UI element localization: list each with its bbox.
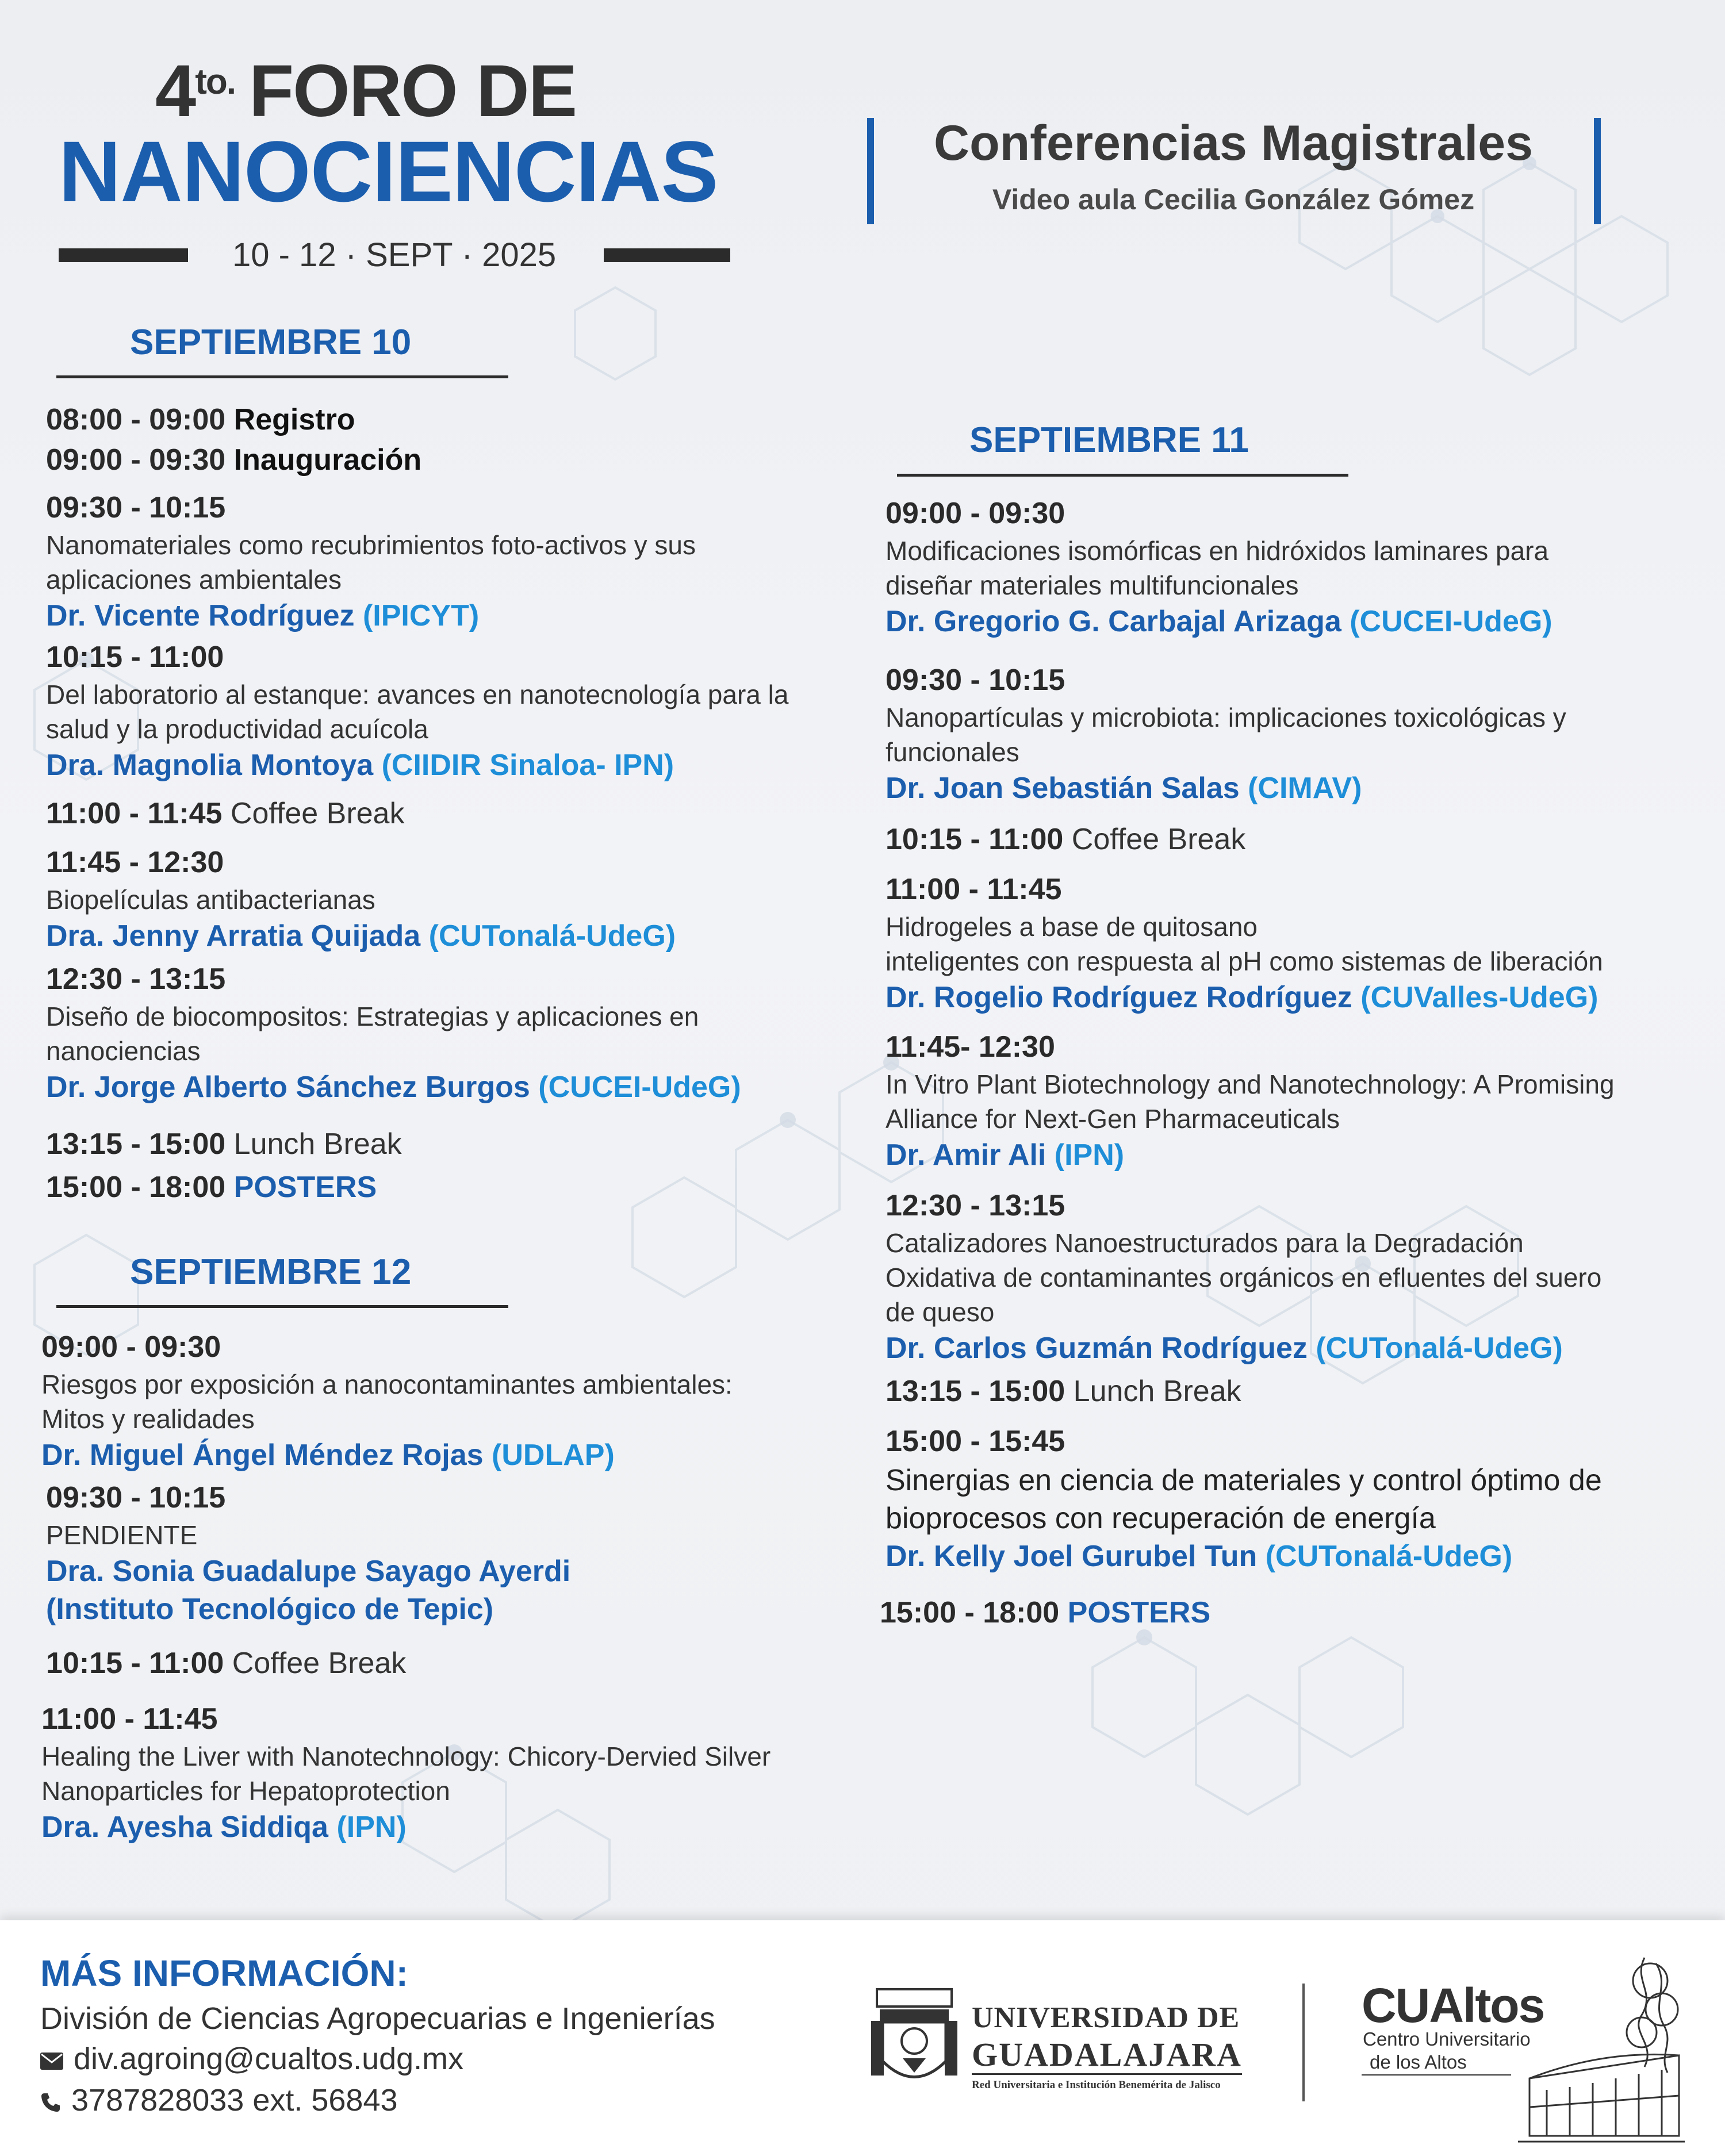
schedule-item [46, 488, 696, 635]
schedule-item [885, 819, 1245, 860]
schedule-time: 12:30 - 13:15 [46, 962, 226, 996]
contact-phone-row[interactable] [40, 2082, 398, 2118]
schedule-item [46, 1124, 402, 1164]
talk-title: Hidrogeles a base de quitosano inteligentes con respuesta al pH como sistemas de liberación [885, 912, 1603, 976]
schedule-time: 09:00 - 09:30 Inauguración [46, 443, 422, 477]
schedule-item [46, 637, 788, 784]
udg-name-line2: GUADALAJARA [972, 2036, 1242, 2073]
schedule-time: 13:15 - 15:00 Lunch Break [885, 1375, 1241, 1408]
schedule-time: 11:00 - 11:45 [885, 873, 1062, 906]
schedule-time: 11:45 - 12:30 [46, 846, 224, 879]
day-heading-sept-12: SEPTIEMBRE 12 [130, 1252, 412, 1292]
day-rule-sept-12 [56, 1305, 508, 1308]
event-title-nanociencias: NANOCIENCIAS [59, 123, 718, 220]
day-rule-sept-10 [56, 375, 508, 378]
conference-venue: Video aula Cecilia González Gómez [992, 183, 1475, 216]
speaker: Dra. Magnolia Montoya (CIIDIR Sinaloa- IPN) [46, 749, 674, 782]
schedule-item [46, 793, 404, 834]
phone-icon [40, 2092, 61, 2113]
talk-title: Sinergias en ciencia de materiales y control óptimo de bioprocesos con recuperación de energía [885, 1464, 1602, 1535]
speaker: Dra. Jenny Arratia Quijada (CUTonalá-UdeG) [46, 919, 676, 953]
schedule-time: 11:00 - 11:45 Coffee Break [46, 797, 405, 830]
cualtos-building-illustration [1518, 1946, 1685, 2147]
speaker: Dr. Amir Ali (IPN) [885, 1138, 1125, 1172]
schedule-time: 11:00 - 11:45 [41, 1702, 218, 1736]
schedule-item [885, 1186, 1601, 1367]
schedule-item [46, 400, 355, 440]
cualtos-subtitle-2: de los Altos [1370, 2051, 1467, 2073]
talk-title: Catalizadores Nanoestructurados para la Degradación Oxidativa de contaminantes orgánicos en efluentes del suero de queso [885, 1228, 1602, 1327]
talk-title: Modificaciones isomórficas en hidróxidos laminares para diseñar materiales multifuncionales [885, 536, 1549, 600]
speaker: Dr. Carlos Guzmán Rodríguez (CUTonalá-UdeG) [885, 1332, 1563, 1365]
schedule-time: 10:15 - 11:00 Coffee Break [885, 823, 1246, 856]
talk-title: Nanopartículas y microbiota: implicaciones toxicológicas y funcionales [885, 703, 1566, 767]
title-bar-left [59, 248, 188, 262]
event-ordinal-suffix: to. [195, 62, 235, 102]
udg-seal-logo [871, 1986, 957, 2096]
event-title-foro: FORO DE [248, 50, 577, 132]
schedule-item [885, 493, 1552, 640]
speaker: Dr. Jorge Alberto Sánchez Burgos (CUCEI-UdeG) [46, 1071, 741, 1104]
day-heading-sept-11: SEPTIEMBRE 11 [969, 420, 1249, 460]
speaker: Dr. Miguel Ángel Méndez Rojas (UDLAP) [41, 1438, 615, 1472]
schedule-time: 15:00 - 18:00 POSTERS [880, 1596, 1211, 1629]
event-ordinal: 4 [155, 50, 195, 132]
talk-title: Nanomateriales como recubrimientos foto-activos y sus aplicaciones ambientales [46, 530, 696, 594]
schedule-item [46, 1167, 377, 1207]
conference-title: Conferencias Magistrales [934, 116, 1533, 171]
schedule-time: 09:00 - 09:30 [885, 497, 1065, 530]
schedule-time: 13:15 - 15:00 Lunch Break [46, 1127, 402, 1161]
schedule-time: 09:00 - 09:30 [41, 1330, 221, 1364]
schedule-time: 10:15 - 11:00 [46, 640, 224, 674]
more-info-heading: MÁS INFORMACIÓN: [40, 1952, 408, 1994]
talk-title: PENDIENTE [46, 1520, 198, 1550]
schedule-item [885, 1371, 1241, 1411]
schedule-time: 10:15 - 11:00 Coffee Break [46, 1647, 407, 1680]
schedule-item [46, 440, 421, 480]
day-heading-sept-10: SEPTIEMBRE 10 [130, 323, 412, 362]
day-rule-sept-11 [897, 474, 1348, 477]
cualtos-subtitle-1: Centro Universitario [1363, 2028, 1531, 2050]
schedule-time: 15:00 - 18:00 POSTERS [46, 1171, 377, 1204]
schedule-item [880, 1593, 1210, 1633]
speaker: Dr. Gregorio G. Carbajal Arizaga (CUCEI-UdeG) [885, 605, 1552, 638]
udg-tagline: Red Universitaria e Institución Benemérita de Jalisco [972, 2079, 1221, 2091]
schedule-item [46, 1643, 406, 1683]
contact-phone[interactable]: 3787828033 ext. 56843 [71, 2083, 398, 2117]
schedule-time: 09:30 - 10:15 [46, 1481, 226, 1514]
contact-email-row[interactable] [40, 2041, 463, 2077]
logo-separator [1302, 1984, 1305, 2101]
schedule-time: 12:30 - 13:15 [885, 1189, 1065, 1222]
schedule-time: 08:00 - 09:00 Registro [46, 403, 355, 436]
talk-title: In Vitro Plant Biotechnology and Nanotechnology: A Promising Alliance for Next-Gen Pharmaceuticals [885, 1069, 1615, 1134]
speaker: Dra. Sonia Guadalupe Sayago Ayerdi (Instituto Tecnológico de Tepic) [46, 1555, 571, 1626]
schedule-time: 09:30 - 10:15 [885, 663, 1065, 697]
schedule-item [46, 1478, 570, 1628]
schedule-item [46, 959, 741, 1106]
schedule-item [885, 660, 1566, 807]
event-title-line1 [155, 49, 576, 133]
schedule-item [46, 842, 676, 955]
speaker: Dr. Vicente Rodríguez (IPICYT) [46, 599, 480, 632]
speaker: Dr. Kelly Joel Gurubel Tun (CUTonalá-UdeG) [885, 1540, 1513, 1573]
talk-title: Healing the Liver with Nanotechnology: Chicory-Dervied Silver Nanoparticles for Hepatoprotection [41, 1741, 771, 1806]
schedule-item [885, 1421, 1602, 1575]
division-name: División de Ciencias Agropecuarias e Ingenierías [40, 2001, 715, 2036]
schedule-item [885, 1027, 1615, 1174]
speaker: Dr. Joan Sebastián Salas (CIMAV) [885, 772, 1362, 805]
conference-divider-left [867, 118, 874, 224]
talk-title: Riesgos por exposición a nanocontaminantes ambientales: Mitos y realidades [41, 1369, 733, 1434]
speaker: Dr. Rogelio Rodríguez Rodríguez (CUValles-UdeG) [885, 981, 1598, 1014]
event-dates: 10 - 12 · SEPT · 2025 [232, 236, 557, 274]
cualtos-logo-name: CUAltos [1362, 1978, 1544, 2032]
schedule-time: 09:30 - 10:15 [46, 491, 226, 524]
udg-name-line1: UNIVERSIDAD DE [972, 2001, 1240, 2034]
conference-divider-right [1594, 118, 1601, 224]
schedule-item [885, 869, 1603, 1016]
schedule-time: 15:00 - 15:45 [885, 1425, 1065, 1458]
udg-rule [972, 2073, 1242, 2075]
talk-title: Diseño de biocompositos: Estrategias y aplicaciones en nanociencias [46, 1002, 699, 1066]
envelope-icon [40, 2053, 63, 2070]
schedule-item [41, 1327, 733, 1474]
contact-email[interactable]: div.agroing@cualtos.udg.mx [74, 2042, 464, 2076]
talk-title: Del laboratorio al estanque: avances en nanotecnología para la salud y la productividad acuícola [46, 680, 789, 744]
speaker: Dra. Ayesha Siddiqa (IPN) [41, 1810, 407, 1844]
schedule-item [41, 1699, 770, 1846]
talk-title: Biopelículas antibacterianas [46, 885, 375, 915]
cualtos-underline [1362, 2074, 1511, 2076]
footer [0, 1920, 1725, 2156]
schedule-time: 11:45- 12:30 [885, 1030, 1055, 1064]
title-bar-right [604, 248, 730, 262]
